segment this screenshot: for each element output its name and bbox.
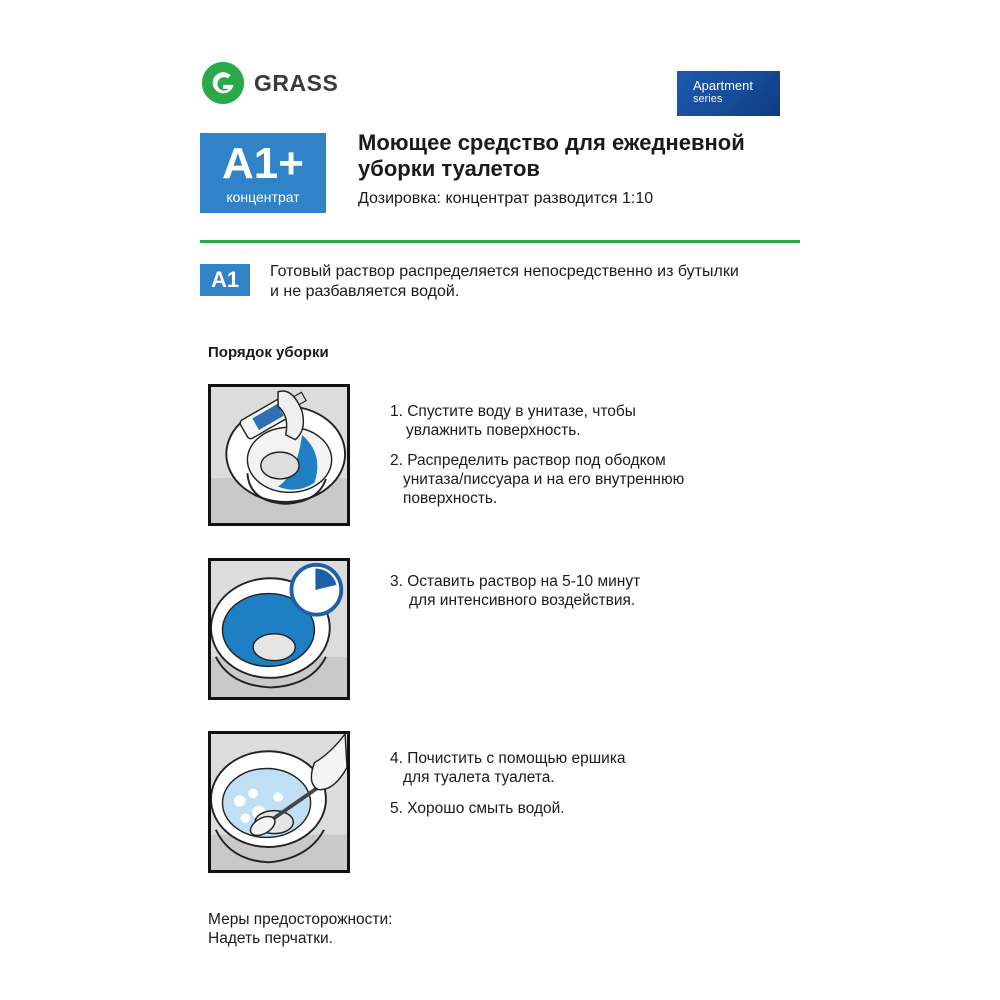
title-line2: уборки туалетов [358,156,540,181]
step-5-line1: 5. Хорошо смыть водой. [390,800,565,817]
step-4-line2: для туалета туалета. [403,769,555,786]
title-line1: Моющее средство для ежедневной [358,130,745,155]
timer-illustration [211,561,347,697]
procedure-title: Порядок уборки [208,344,329,361]
step-1-line2: увлажнить поверхность. [406,422,581,439]
step-2-line2: унитаза/писсуара и на его внутреннюю [403,471,685,488]
step-4-line1: 4. Почистить с помощью ершика [390,750,626,767]
timer-icon [291,565,341,615]
step-2-line3: поверхность. [403,490,498,507]
bottle-pouring-icon [211,387,347,523]
grass-logo [200,58,350,108]
divider [200,240,800,243]
step-1-line1: 1. Спустите воду в унитазе, чтобы [390,403,636,420]
step-2-line1: 2. Распределить раствор под ободком [390,452,666,469]
illustration-pouring [208,384,350,526]
series-badge [677,71,780,116]
illustration-timer [208,558,350,700]
precautions-text: Надеть перчатки. [208,930,333,947]
product-code-label: концентрат [226,189,300,205]
toilet-brush-illustration [211,734,347,870]
series-badge-line2: series [693,93,723,105]
step-3 [390,572,640,610]
step-2 [390,451,684,508]
illustration-brushing [208,731,350,873]
dosage-text: Дозировка: концентрат разводится 1:10 [358,190,654,207]
step-1 [390,402,636,440]
step-5 [390,799,565,818]
product-code-block [200,133,326,213]
series-badge-line1: Apartment [693,78,753,93]
step-3-line1: 3. Оставить раствор на 5-10 минут [390,573,641,590]
variant-code: A1 [200,264,250,296]
grass-logo-icon [200,60,246,106]
step-4 [390,749,626,787]
page-title [358,130,818,182]
variant-description [270,262,790,302]
precautions [208,910,392,948]
precautions-title: Меры предосторожности: [208,911,393,928]
step-3-line2: для интенсивного воздействия. [409,592,636,609]
brand-name: GRASS [254,69,339,96]
product-code: A1+ [222,139,304,188]
variant-line2: и не разбавляется водой. [270,283,460,300]
variant-line1: Готовый раствор распределяется непосредственно из бутылки [270,263,739,280]
